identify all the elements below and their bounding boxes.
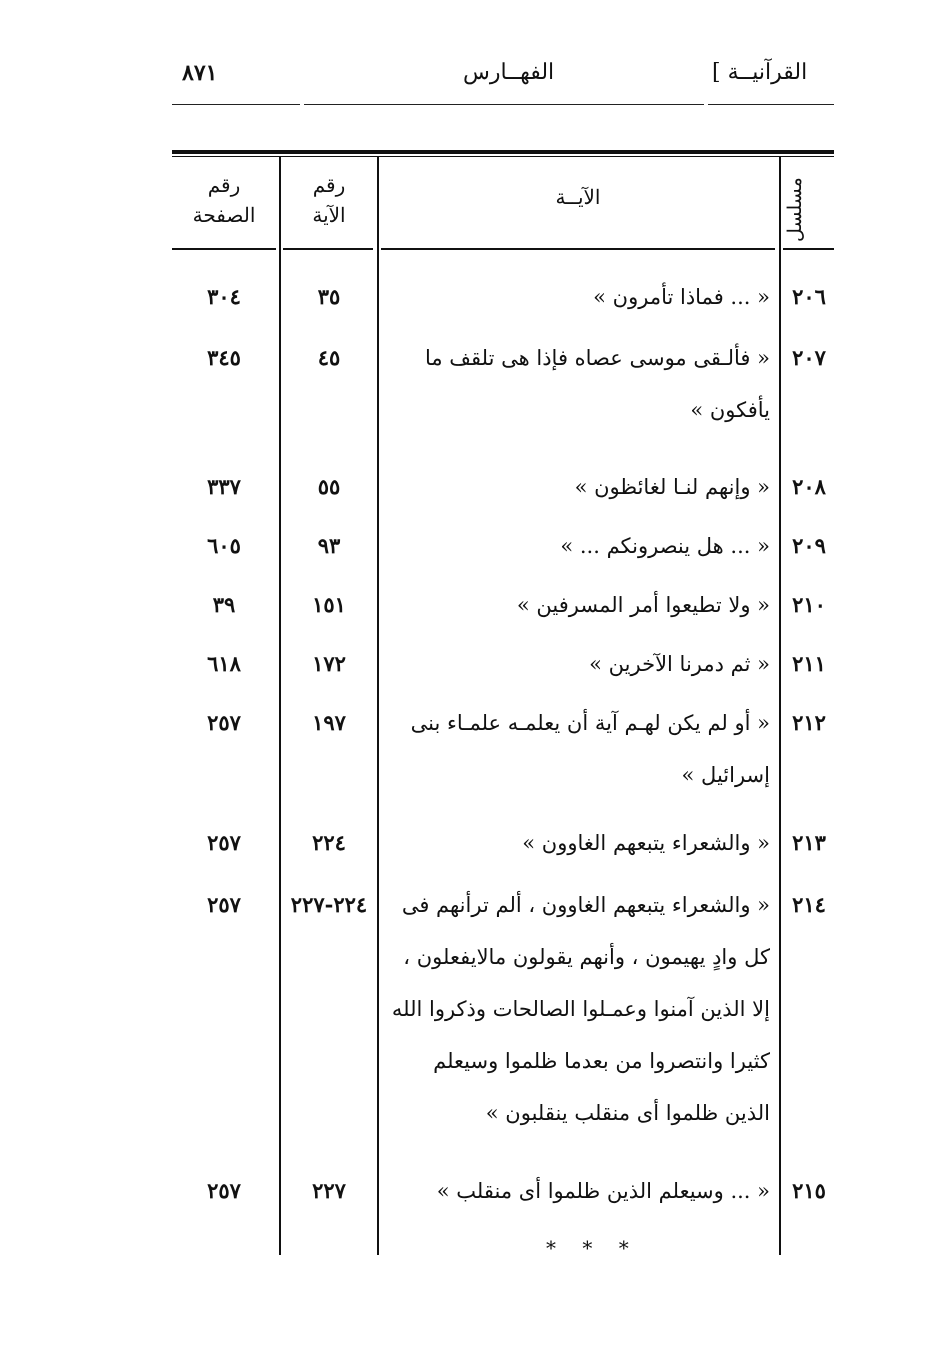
column-header-verse: الآيــة [555,185,601,209]
page-number: ٨٧١ [182,60,218,86]
column-header-verse-number-line1: رقم [312,173,346,197]
row-verse-text: « أو لم يكن لهـم آية أن يعلمـه علمـاء بنى إسرائيل » [410,711,770,787]
section-title: الفهــارس [463,60,555,85]
header-underline-verse-number [283,248,373,250]
row-verse-text: « فألـقى موسى عصاه فإذا هى تلقف ما يأفكون » [424,346,770,422]
row-page-number: ٢٥٧ [207,892,241,917]
row-page-number: ٦١٨ [207,651,241,676]
row-verse-text: « والشعراء يتبعهم الغاوون ، ألم ترأنهم فى كل وادٍ يهيمون ، وأنهم يقولون مالايفعلون ، إلا الذين آمنوا وعمـلوا الصالحات وذكروا الله كثيرا وانتصروا من بعدما ظلموا وسيعلم الذين ظلموا أى منقلب ينقلبون » [391,893,770,1125]
row-page-number: ٣٠٤ [207,284,241,309]
column-header-serial: مسلسل [784,177,806,243]
row-verse-number: ١٩٧ [312,710,346,735]
row-page-number: ٣٩ [212,592,236,617]
row-page-number: ٣٣٧ [207,474,241,499]
row-serial: ٢١٣ [792,830,826,855]
column-divider-verse-number [279,157,281,1255]
row-serial: ٢١٥ [792,1178,826,1203]
row-verse-number: ٤٥ [317,345,341,370]
row-verse-number: ١٥١ [312,592,346,617]
row-verse-number: ٢٢٧ [312,1178,346,1203]
row-verse-number: ٩٣ [317,533,341,558]
row-verse-text: « ... وسيعلم الذين ظلموا أى منقلب » [436,1179,770,1203]
row-serial: ٢١١ [792,651,826,676]
row-verse-text: « ... فماذا تأمرون » [593,285,770,309]
header-underline-verse [381,248,775,250]
row-serial: ٢٠٨ [792,474,826,499]
row-serial: ٢١٠ [792,592,826,617]
column-header-verse-number-line2: الآية [312,203,346,227]
header-underline-page [172,248,276,250]
row-verse-text: « ولا تطيعوا أمر المسرفين » [516,593,770,617]
header-rule-left [172,104,300,105]
row-serial: ٢٠٧ [792,345,826,370]
running-title: القرآنيــة ] [712,60,808,85]
column-header-page-line1: رقم [207,173,241,197]
row-verse-number: ٢٢٤-٢٢٧ [290,892,368,917]
row-verse-number: ٣٥ [317,284,341,309]
row-verse-text: « والشعراء يتبعهم الغاوون » [522,831,770,855]
row-serial: ٢٠٦ [792,284,826,309]
row-page-number: ٦٠٥ [207,533,241,558]
row-verse-number: ١٧٢ [312,651,346,676]
row-verse-text: « ... هل ينصرونكم ... » [560,534,770,558]
row-serial: ٢٠٩ [792,533,826,558]
column-divider-verse [377,157,379,1255]
row-verse-number: ٥٥ [317,474,341,499]
row-page-number: ٢٥٧ [207,1178,241,1203]
header-rule-right [708,104,834,105]
row-page-number: ٢٥٧ [207,830,241,855]
row-verse-number: ٢٢٤ [312,830,346,855]
table-top-rule-thin [172,156,834,157]
row-page-number: ٣٤٥ [207,345,241,370]
end-ornament: * * * [546,1236,639,1260]
row-serial: ٢١٢ [792,710,826,735]
column-header-page-line2: الصفحة [192,203,256,227]
column-divider-serial [779,157,781,1255]
row-serial: ٢١٤ [792,892,826,917]
header-rule-middle [304,104,704,105]
row-page-number: ٢٥٧ [207,710,241,735]
row-verse-text: « ثم دمرنا الآخرين » [589,652,770,676]
table-top-rule [172,150,834,154]
row-verse-text: « وإنهم لنـا لغائظون » [574,475,770,499]
